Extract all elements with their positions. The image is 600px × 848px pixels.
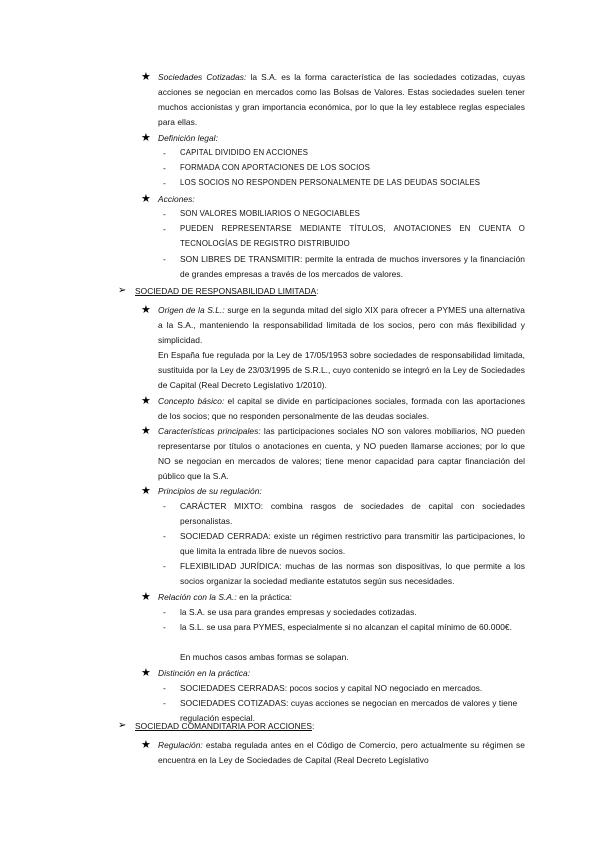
definicion-label: Definición legal: xyxy=(158,133,218,143)
origen-paragraph: Origen de la S.L.: surge en la segunda mitad del siglo XIX para ofrecer a PYMES una alternativa a la S.A., manteniendo la responsabilidad limitada de los socios, pero con más flexibilidad y simplicidad. xyxy=(158,305,525,345)
arrow-bullet-icon: ➢ xyxy=(118,720,127,731)
sl-section-title: SOCIEDAD DE RESPONSABILIDAD LIMITADA: xyxy=(135,286,319,296)
dash-bullet-icon: - xyxy=(163,163,166,173)
dash-bullet-icon: - xyxy=(163,209,166,219)
dash-bullet-icon: - xyxy=(163,501,166,511)
definicion-item: FORMADA CON APORTACIONES DE LOS SOCIOS xyxy=(180,163,370,172)
dash-bullet-icon: - xyxy=(163,224,166,234)
cotizadas-paragraph xyxy=(158,70,525,130)
dash-bullet-icon: - xyxy=(163,561,166,571)
star-bullet-icon: ★ xyxy=(141,71,151,83)
definicion-item: LOS SOCIOS NO RESPONDEN PERSONALMENTE DE LAS DEUDAS SOCIALES xyxy=(180,178,481,187)
acciones-label: Acciones: xyxy=(158,194,195,204)
concepto-paragraph: Concepto básico: el capital se divide en participaciones sociales, formada con las aportaciones de los socios; que no responden personalmente de las deudas sociales. xyxy=(158,396,526,421)
cotizadas-text: la S.A. es la forma característica de las sociedades cotizadas, cuyas acciones se negocian en mercados como las Bolsas de Valores. Estas sociedades suelen tener muchos accionistas y gran importancia económica, por lo que la ley establece reglas especiales para ellas. xyxy=(158,72,525,127)
caracteristicas-paragraph: Características principales: las participaciones sociales NO son valores mobiliarios, NO pueden representarse por títulos o anotaciones en cuenta, y NO pueden llamarse acciones; por lo que NO se negocian en mercados de valores; tiene menor capacidad para captar financiación del público que la S.A. xyxy=(158,426,526,481)
principios-label: Principios de su regulación: xyxy=(158,486,262,496)
relacion-item: la S.L. se usa para PYMES, especialmente si no alcanzan el capital mínimo de 60.000€. xyxy=(180,622,512,632)
dash-bullet-icon: - xyxy=(163,531,166,541)
star-bullet-icon: ★ xyxy=(141,193,151,205)
relacion-item: la S.A. se usa para grandes empresas y sociedades cotizadas. xyxy=(180,607,417,617)
acciones-item: PUEDEN REPRESENTARSE MEDIANTE TÍTULOS, ANOTACIONES EN CUENTA O TECNOLOGÍAS DE REGISTRO DISTRIBUIDO xyxy=(180,224,525,248)
dash-bullet-icon: - xyxy=(163,148,166,158)
dash-bullet-icon: - xyxy=(163,622,166,632)
relacion-note: En muchos casos ambas formas se solapan. xyxy=(180,652,349,662)
regulacion-paragraph: Regulación: estaba regulada antes en el Código de Comercio, pero actualmente su régimen se encuentra en la Ley de Sociedades de Capital (Real Decreto Legislativo xyxy=(158,740,525,765)
relacion-label: Relación con la S.A.: en la práctica: xyxy=(158,592,293,602)
dash-bullet-icon: - xyxy=(163,698,166,708)
sca-section-title: SOCIEDAD COMANDITARIA POR ACCIONES: xyxy=(135,721,315,731)
distincion-item: SOCIEDADES COTIZADAS: cuyas acciones se negocian en mercados de valores y tiene regulación especial. xyxy=(180,698,518,723)
dash-bullet-icon: - xyxy=(163,254,166,264)
star-bullet-icon: ★ xyxy=(141,425,151,437)
star-bullet-icon: ★ xyxy=(141,667,151,679)
principios-item: FLEXIBILIDAD JURÍDICA: muchas de las normas son dispositivas, lo que permite a los socios organizar la sociedad mediante estatutos según sus necesidades. xyxy=(180,561,525,586)
origen-paragraph-2: En España fue regulada por la Ley de 17/05/1953 sobre sociedades de responsabilidad limitada, sustituida por la Ley de 23/03/1995 de S.R.L., cuyo contenido se integró en la Ley de Sociedades de Capital (Real Decreto Legislativo 1/2010). xyxy=(158,350,525,390)
distincion-label: Distinción en la práctica: xyxy=(158,668,251,678)
star-bullet-icon: ★ xyxy=(141,395,151,407)
dash-bullet-icon: - xyxy=(163,683,166,693)
dash-bullet-icon: - xyxy=(163,607,166,617)
distincion-item: SOCIEDADES CERRADAS: pocos socios y capital NO negociado en mercados. xyxy=(180,683,483,693)
dash-bullet-icon: - xyxy=(163,178,166,188)
acciones-item: SON LIBRES DE TRANSMITIR: permite la entrada de muchos inversores y la financiación de grandes empresas a través de los mercados de valores. xyxy=(180,254,525,279)
acciones-item: SON VALORES MOBILIARIOS O NEGOCIABLES xyxy=(180,209,361,218)
arrow-bullet-icon: ➢ xyxy=(118,285,127,296)
star-bullet-icon: ★ xyxy=(141,591,151,603)
star-bullet-icon: ★ xyxy=(141,739,151,751)
definicion-item: CAPITAL DIVIDIDO EN ACCIONES xyxy=(180,148,309,157)
star-bullet-icon: ★ xyxy=(141,485,151,497)
principios-item: SOCIEDAD CERRADA: existe un régimen restrictivo para transmitir las participaciones, lo que limita la entrada libre de nuevos socios. xyxy=(180,531,525,556)
star-bullet-icon: ★ xyxy=(141,304,151,316)
star-bullet-icon: ★ xyxy=(141,132,151,144)
principios-item: CARÁCTER MIXTO: combina rasgos de sociedades de capital con sociedades personalistas. xyxy=(180,501,525,526)
cotizadas-label: Sociedades Cotizadas: xyxy=(158,72,247,82)
